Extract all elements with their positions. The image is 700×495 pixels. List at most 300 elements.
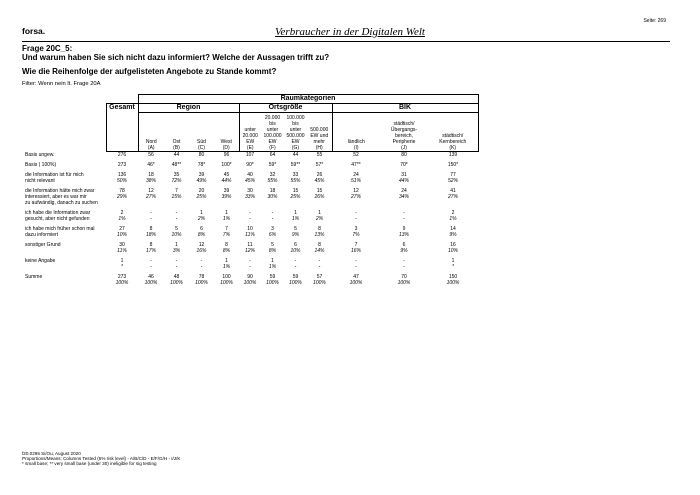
column-header-line: (J)	[401, 145, 407, 151]
table-cell	[239, 172, 261, 184]
cell-percent: -	[318, 264, 321, 270]
cell-count: 26	[316, 172, 323, 178]
cell-count: -	[294, 258, 297, 264]
table-row	[22, 172, 478, 184]
table-cell	[307, 258, 332, 270]
cell-count: 3	[271, 226, 274, 232]
column-header-line: Übergangs-	[390, 127, 418, 133]
row-label-line: dazu informiert	[25, 232, 59, 238]
cell-count: 44	[173, 152, 180, 158]
row-label	[22, 242, 106, 254]
table-row	[22, 210, 478, 222]
table-cell	[214, 258, 239, 270]
cell-count: -	[355, 258, 357, 264]
table-cell	[332, 188, 380, 206]
cell-count: 45	[223, 172, 230, 178]
table-cell	[189, 210, 214, 222]
column-header-line: Nord	[145, 139, 157, 145]
column-header-line: mehr	[313, 139, 325, 145]
cell-percent: -	[150, 216, 152, 222]
table-cell	[189, 242, 214, 254]
cell-count: 30	[247, 188, 253, 194]
table-cell	[239, 274, 261, 286]
cell-count: -	[150, 258, 152, 264]
cell-count: 1	[318, 210, 321, 216]
footer-line: f20.0295 Si/Ou, August 2020	[22, 451, 81, 456]
cell-count: -	[200, 258, 203, 264]
column-header-line: (D)	[222, 145, 230, 151]
cell-percent: 100%	[313, 280, 326, 286]
cell-percent: 100%	[243, 280, 257, 286]
column-header-line: (K)	[449, 145, 457, 151]
cell-percent: 8%	[197, 232, 206, 238]
cell-count: -	[175, 258, 178, 264]
cell-percent: 29%	[116, 194, 127, 200]
cell-count: 273	[117, 162, 127, 168]
table-cell	[189, 172, 214, 184]
cell-percent: 44%	[398, 178, 409, 184]
column-header-line: EW	[246, 139, 255, 145]
row-label	[22, 258, 106, 270]
cell-count: -	[403, 210, 405, 216]
cell-count: 2	[451, 210, 455, 216]
cell-count: 1	[271, 258, 274, 264]
cell-percent: 100%	[115, 280, 129, 286]
column-header-line: (C)	[198, 145, 205, 151]
cell-percent: 1%	[222, 264, 231, 270]
row-label-line: keine Angabe	[25, 258, 56, 264]
table-cell	[428, 210, 478, 222]
cell-count: -	[318, 258, 321, 264]
cell-percent: -	[294, 264, 297, 270]
table-cell	[106, 226, 138, 238]
table-cell	[164, 242, 189, 254]
cell-percent: -	[150, 264, 152, 270]
table-cell	[261, 210, 284, 222]
cell-percent: 11%	[117, 248, 127, 254]
cell-count: 47	[353, 274, 359, 280]
cell-percent: 17%	[145, 248, 156, 254]
column-header	[239, 113, 261, 152]
table-row	[22, 188, 478, 206]
table-cell	[106, 188, 138, 206]
cell-percent: 15%	[171, 194, 182, 200]
cell-count: 139	[448, 152, 458, 158]
cell-count: 15	[292, 188, 299, 194]
cell-count: 78	[198, 274, 205, 280]
table-cell	[380, 188, 428, 206]
column-header-line: Peripherie	[392, 139, 416, 145]
cell-count: 100*	[221, 162, 232, 168]
cell-count: 24	[401, 188, 407, 194]
table-cell	[380, 172, 428, 184]
cell-count: 8	[318, 226, 321, 232]
cell-count: 16	[450, 242, 456, 248]
table-cell	[214, 188, 239, 206]
cell-count: 12	[148, 188, 154, 194]
cell-count: 40	[247, 172, 253, 178]
cell-percent: 27%	[447, 194, 458, 200]
column-header	[164, 113, 189, 152]
cell-count: 5	[294, 226, 297, 232]
cell-percent: 10%	[116, 232, 127, 238]
table-cell	[284, 242, 307, 254]
column-header-line: Kernbereich	[439, 139, 467, 145]
table-cell	[189, 274, 214, 286]
cell-percent: 16%	[350, 248, 361, 254]
table-cell	[138, 274, 164, 286]
cell-percent: 55%	[290, 178, 301, 184]
cell-percent: 6%	[268, 232, 277, 238]
table-cell	[428, 172, 478, 184]
cell-count: 11	[247, 242, 253, 248]
column-header-line: bis	[269, 121, 276, 127]
row-label	[22, 188, 106, 206]
cell-count: 6	[402, 242, 406, 248]
table-cell	[189, 258, 214, 270]
brand-logo-text: forsa.	[22, 26, 46, 36]
cell-count: -	[150, 210, 152, 216]
table-cell	[380, 274, 428, 286]
column-header-line: 20.000	[264, 115, 281, 121]
cell-count: 1	[225, 258, 228, 264]
cell-count: 59	[269, 274, 276, 280]
column-header-line: 20.000	[242, 133, 258, 139]
row-label-line: Basis ( 100%)	[25, 162, 57, 168]
cell-percent: 30%	[267, 194, 278, 200]
column-header-row	[22, 113, 478, 152]
cell-count: 59**	[290, 162, 301, 168]
column-header-line: (B)	[173, 145, 180, 151]
table-cell	[428, 274, 478, 286]
table-cell	[164, 226, 189, 238]
table-cell	[307, 242, 332, 254]
row-spacer	[22, 286, 478, 290]
footer-line: Proportions/Means: Columns Tested (5% risk level) - A/B/C/D - E/F/G/H - I/J/K	[22, 456, 181, 461]
cell-percent: 45%	[314, 178, 325, 184]
cell-count: -	[249, 258, 251, 264]
cell-percent: -	[403, 216, 405, 222]
table-cell	[380, 226, 428, 238]
column-header	[189, 113, 214, 152]
cell-count: 78*	[197, 162, 206, 168]
table-cell	[332, 172, 380, 184]
table-cell	[214, 172, 239, 184]
table-cell	[261, 274, 284, 286]
table-cell	[138, 258, 164, 270]
cell-count: 1	[175, 242, 178, 248]
cell-count: 14	[450, 226, 456, 232]
cell-count: 32	[269, 172, 276, 178]
column-header-line: bereich,	[395, 133, 413, 139]
cell-count: 48	[173, 274, 180, 280]
table-cell	[380, 258, 428, 270]
table-cell	[106, 274, 138, 286]
cell-percent: 49%	[196, 178, 207, 184]
cell-percent: 9%	[400, 248, 408, 254]
table-cell	[261, 172, 284, 184]
question-text: Und warum haben Sie sich nicht dazu informiert? Welche der Aussagen trifft zu?	[22, 53, 330, 62]
table-cell	[239, 242, 261, 254]
column-header-line: (I)	[353, 145, 359, 151]
cell-percent: 51%	[350, 178, 361, 184]
table-cell	[214, 274, 239, 286]
cell-percent: *	[452, 264, 454, 270]
column-header-line: 100.000	[286, 115, 305, 121]
table-cell	[214, 226, 239, 238]
column-header-line: (A)	[147, 145, 155, 151]
cell-percent: -	[355, 216, 357, 222]
column-header-line: (H)	[315, 145, 323, 151]
cell-count: 136	[117, 172, 127, 178]
table-cell	[138, 210, 164, 222]
table-body	[22, 152, 478, 291]
table-cell	[214, 210, 239, 222]
table-cell	[138, 188, 164, 206]
title-divider	[22, 41, 670, 42]
footer-notes	[22, 451, 180, 466]
cell-percent: 2%	[315, 216, 324, 222]
row-label-line: gesucht, aber nicht gefunden	[25, 216, 90, 222]
cell-count: 100	[222, 274, 231, 280]
page-number: Seite: 269	[643, 18, 666, 24]
cell-count: 52	[353, 152, 359, 158]
cell-percent: 9%	[449, 232, 457, 238]
cell-percent: 10%	[447, 248, 458, 254]
cell-count: 57	[316, 274, 323, 280]
cell-percent: 33%	[244, 194, 255, 200]
cell-percent: 10%	[290, 248, 301, 254]
table-cell	[261, 188, 284, 206]
cell-count: 90	[247, 274, 253, 280]
column-header-line: West	[220, 139, 232, 145]
cell-percent: -	[355, 264, 357, 270]
table-cell	[164, 210, 189, 222]
cell-count: 9	[402, 226, 406, 232]
table-cell	[307, 172, 332, 184]
column-header-line: unter	[289, 127, 302, 133]
cell-count: 276	[117, 152, 127, 158]
cell-percent: 10%	[171, 232, 182, 238]
cell-percent: 100%	[266, 280, 279, 286]
cell-count: 77	[450, 172, 456, 178]
cell-count: 8	[225, 242, 228, 248]
cell-count: 273	[117, 274, 127, 280]
column-header-line: städtisch/	[393, 121, 415, 127]
cell-percent: 100%	[170, 280, 183, 286]
question-subtext: Wie die Reihenfolge der aufgelisteten Angebote zu Stande kommt?	[22, 67, 277, 76]
cell-count: 41	[450, 188, 456, 194]
cell-count: 2	[120, 210, 124, 216]
column-header	[428, 113, 478, 152]
cell-count: 12	[198, 242, 205, 248]
column-header-line: Süd	[197, 139, 206, 145]
cell-percent: -	[175, 216, 178, 222]
cell-count: 33	[292, 172, 299, 178]
table-cell	[428, 258, 478, 270]
cell-percent: 27%	[350, 194, 361, 200]
cell-count: 46	[148, 274, 154, 280]
cell-count: 70*	[400, 162, 408, 168]
cell-percent: 13%	[398, 232, 409, 238]
row-label-line: Summe	[25, 274, 43, 280]
cell-count: 1	[225, 210, 228, 216]
cell-count: 78	[119, 188, 125, 194]
super-header: Raumkategorien	[138, 95, 478, 104]
table-cell	[261, 258, 284, 270]
cell-percent: 8%	[222, 248, 231, 254]
cell-count: 18	[148, 172, 154, 178]
cell-count: 18	[269, 188, 276, 194]
table-cell	[239, 188, 261, 206]
cell-count: 1	[294, 210, 297, 216]
cell-percent: 39%	[221, 194, 232, 200]
cell-count: 39	[223, 188, 230, 194]
cell-percent: -	[249, 264, 251, 270]
cell-count: 35	[173, 172, 180, 178]
row-label	[22, 210, 106, 222]
table-cell	[332, 242, 380, 254]
cell-count: 44	[292, 152, 299, 158]
table-cell	[138, 226, 164, 238]
cell-count: 5	[175, 226, 178, 232]
cell-percent: 26%	[314, 194, 325, 200]
table-row	[22, 242, 478, 254]
cell-count: 7	[225, 226, 228, 232]
cell-percent: 100%	[446, 280, 460, 286]
table-cell	[428, 226, 478, 238]
cell-percent: 34%	[398, 194, 409, 200]
row-label-line: Basis ungew.	[25, 151, 55, 158]
cell-count: 90*	[246, 162, 254, 168]
cell-count: -	[249, 210, 251, 216]
cell-count: 64	[269, 152, 276, 158]
table-cell	[138, 242, 164, 254]
cell-count: 6	[294, 242, 297, 248]
table-cell	[307, 226, 332, 238]
table-cell	[106, 210, 138, 222]
table-cell	[307, 274, 332, 286]
table-cell	[261, 226, 284, 238]
cell-count: 31	[401, 172, 407, 178]
cell-percent: 100%	[220, 280, 233, 286]
table-cell	[380, 210, 428, 222]
table-cell	[332, 274, 380, 286]
cell-percent: 14%	[314, 248, 325, 254]
table-cell	[106, 242, 138, 254]
cell-percent: 100%	[397, 280, 411, 286]
column-header	[284, 113, 307, 152]
column-header-line: (E)	[246, 145, 254, 151]
group-header-bik: BIK	[332, 104, 478, 113]
cell-count: -	[271, 210, 274, 216]
table-cell	[239, 210, 261, 222]
table-cell	[284, 274, 307, 286]
table-cell	[284, 210, 307, 222]
cell-percent: -	[271, 216, 274, 222]
cell-count: 59	[292, 274, 299, 280]
cell-percent: 100%	[289, 280, 302, 286]
column-header-line: 500.000	[286, 133, 305, 139]
cell-count: 10	[247, 226, 253, 232]
table-cell	[307, 210, 332, 222]
cell-percent: 44%	[221, 178, 232, 184]
column-header-line: 500.000	[310, 127, 329, 133]
row-label-line: interessiert, aber es war mir	[25, 194, 87, 200]
cell-count: 57*	[315, 162, 324, 168]
cell-percent: 100%	[144, 280, 158, 286]
table-cell	[332, 258, 380, 270]
cell-percent: 1%	[222, 216, 231, 222]
cell-count: 1	[120, 258, 124, 264]
cell-count: 7	[175, 188, 178, 194]
table-cell	[307, 188, 332, 206]
cell-count: 3	[354, 226, 358, 232]
table-cell	[189, 226, 214, 238]
cell-percent: 72%	[171, 178, 182, 184]
cell-count: 55	[316, 152, 323, 158]
column-header-line: EW und	[310, 133, 329, 139]
column-header	[138, 113, 164, 152]
cell-count: 80	[198, 152, 205, 158]
cell-count: 80	[401, 152, 407, 158]
table-cell	[284, 188, 307, 206]
row-label	[22, 172, 106, 184]
cell-percent: *	[121, 264, 123, 270]
group-header-region: Region	[138, 104, 239, 113]
cell-count: 8	[149, 226, 153, 232]
table-cell	[164, 274, 189, 286]
cell-percent: 9%	[291, 232, 300, 238]
cell-count: 12	[353, 188, 359, 194]
cell-count: 8	[149, 242, 153, 248]
cell-percent: 1%	[291, 216, 300, 222]
cell-percent: 11%	[245, 232, 255, 238]
cell-percent: 12%	[244, 248, 255, 254]
cell-count: 150	[448, 274, 458, 280]
cell-count: 150*	[447, 162, 459, 168]
table-row	[22, 274, 478, 286]
filter-note: Filter: Wenn nein lt. Frage 20A	[22, 81, 101, 87]
cell-count: 59*	[268, 162, 277, 168]
cell-percent: 38%	[145, 178, 156, 184]
table-cell	[332, 210, 380, 222]
cell-count: 7	[354, 242, 358, 248]
column-header-line: ländlich	[347, 139, 365, 145]
table-row	[22, 226, 478, 238]
row-label-line: zu aufwändig, danach zu suchen	[25, 200, 98, 206]
cell-percent: 27%	[145, 194, 156, 200]
table-cell	[164, 172, 189, 184]
column-header-line: Ost	[172, 139, 181, 145]
cell-count: 48**	[171, 162, 182, 168]
cell-percent: 25%	[290, 194, 301, 200]
table-cell	[106, 172, 138, 184]
cell-count: -	[175, 210, 178, 216]
report-title: Verbraucher in der Digitalen Welt	[275, 26, 425, 38]
cell-count: -	[355, 210, 357, 216]
cell-count: 20	[198, 188, 205, 194]
cell-count: 56	[148, 152, 154, 158]
cell-count: 8	[318, 242, 321, 248]
cell-count: 15	[316, 188, 323, 194]
cell-count: 107	[245, 152, 255, 158]
column-header-line: bis	[292, 121, 299, 127]
column-header-line: EW	[291, 139, 300, 145]
cell-count: 1	[451, 258, 455, 264]
cell-count: 5	[271, 242, 274, 248]
table-cell	[428, 188, 478, 206]
